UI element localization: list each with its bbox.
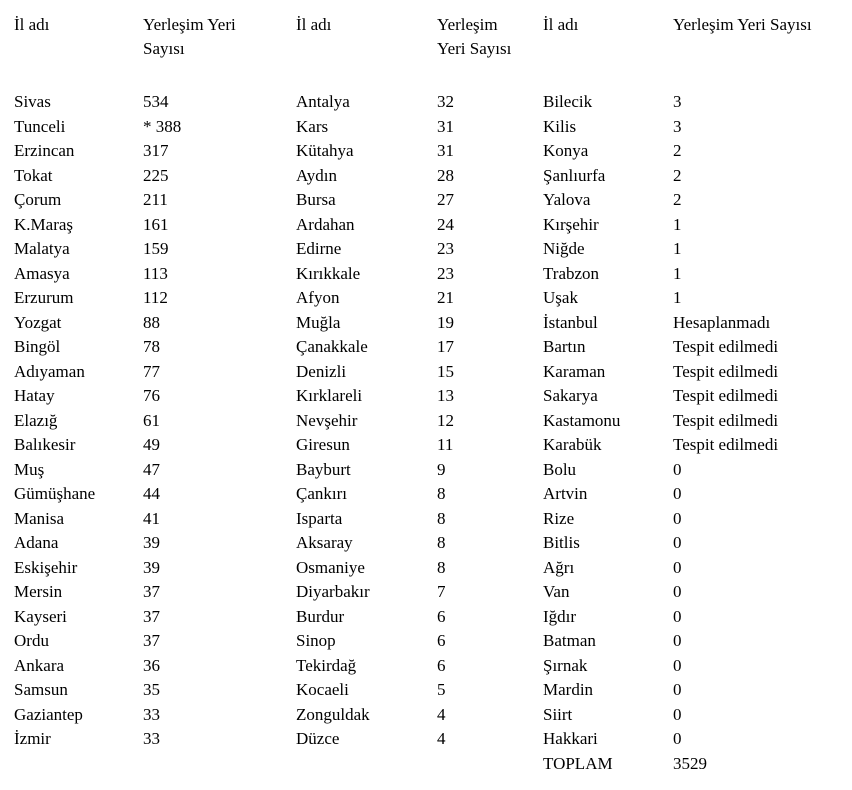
province-name-cell: Adıyaman: [14, 361, 85, 381]
table-row: [543, 654, 852, 679]
settlement-count-cell: 0: [673, 459, 682, 479]
settlement-count-cell: 2: [673, 165, 682, 185]
province-name-cell: Ordu: [14, 631, 49, 650]
table-row: [296, 164, 543, 189]
settlement-count-cell: Tespit edilmedi: [673, 435, 779, 454]
province-name-cell: Van: [543, 582, 570, 601]
settlement-count-cell: 0: [673, 582, 682, 601]
province-name-cell: Şanlıurfa: [543, 165, 606, 185]
table-row: [543, 507, 852, 532]
settlement-count-cell: 6: [437, 655, 446, 675]
table-row: [296, 311, 543, 336]
table-row: [296, 286, 543, 311]
table-row: [14, 115, 296, 140]
province-name-cell: Sinop: [296, 631, 336, 650]
province-name-cell: Mardin: [543, 680, 594, 699]
province-name-cell: Mersin: [14, 582, 63, 601]
settlement-count-cell: 4: [437, 704, 446, 724]
table-row: [296, 654, 543, 679]
province-name-cell: Kırşehir: [543, 214, 599, 234]
table-row: [14, 727, 296, 752]
table-row: [14, 703, 296, 728]
settlement-count-cell: 534: [143, 92, 169, 111]
table-row: [296, 629, 543, 654]
settlement-count-cell: 37: [143, 582, 160, 601]
settlement-count-cell: 0: [673, 557, 682, 577]
province-name-cell: Karaman: [543, 361, 606, 381]
table-row: [543, 727, 852, 752]
settlement-count-cell: 12: [437, 410, 454, 430]
header-il-adi: İl adı: [296, 15, 332, 34]
settlement-count-cell: 77: [143, 361, 160, 381]
settlement-count-cell: 7: [437, 582, 446, 601]
province-name-cell: Aydın: [296, 165, 337, 185]
province-name-cell: Malatya: [14, 239, 70, 258]
settlement-count-cell: 21: [437, 288, 454, 307]
province-name-cell: Kilis: [543, 116, 577, 136]
settlement-count-cell: 61: [143, 410, 160, 430]
province-name-cell: Bolu: [543, 459, 577, 479]
province-name-cell: Diyarbakır: [296, 582, 370, 601]
settlement-count-cell: 11: [437, 435, 454, 454]
table-row: [296, 605, 543, 630]
table-row: [14, 605, 296, 630]
settlement-count-cell: 31: [437, 141, 454, 160]
settlement-count-cell: 0: [673, 484, 682, 503]
settlement-count-cell: 49: [143, 435, 160, 454]
province-name-cell: Bitlis: [543, 533, 580, 552]
table-row: [296, 678, 543, 703]
table-row: [543, 409, 852, 434]
province-name-cell: Hakkari: [543, 729, 598, 748]
province-name-cell: Edirne: [296, 239, 342, 258]
province-name-cell: Ağrı: [543, 557, 575, 577]
table-row: [543, 678, 852, 703]
column-group-1-header: [14, 13, 296, 62]
settlement-count-cell: 5: [437, 680, 446, 699]
table-row: [296, 262, 543, 287]
settlement-count-cell: Tespit edilmedi: [673, 337, 779, 356]
table-row: [543, 703, 852, 728]
province-name-cell: Muğla: [296, 312, 341, 332]
settlement-count-cell: 0: [673, 704, 682, 724]
settlement-count-cell: 0: [673, 680, 682, 699]
table-row: [296, 703, 543, 728]
settlement-count-cell: 44: [143, 484, 160, 503]
province-name-cell: Sivas: [14, 92, 51, 111]
settlement-count-cell: 39: [143, 557, 160, 577]
province-name-cell: Kırıkkale: [296, 263, 361, 283]
table-row: [543, 433, 852, 458]
province-name-cell: Çorum: [14, 190, 62, 209]
province-name-cell: Nevşehir: [296, 410, 358, 430]
province-name-cell: Batman: [543, 631, 596, 650]
province-name-cell: Isparta: [296, 508, 343, 528]
province-name-cell: TOPLAM: [543, 753, 613, 773]
province-name-cell: Karabük: [543, 435, 602, 454]
table-row: [296, 727, 543, 752]
province-name-cell: Adana: [14, 533, 59, 552]
column-group-2: [296, 13, 543, 752]
settlement-count-cell: 27: [437, 190, 454, 209]
table-row: [14, 384, 296, 409]
province-name-cell: Kars: [296, 116, 329, 136]
province-name-cell: Yalova: [543, 190, 591, 209]
table-row: [296, 139, 543, 164]
table-row: [543, 629, 852, 654]
province-name-cell: Afyon: [296, 288, 340, 307]
settlement-count-cell: 8: [437, 533, 446, 552]
province-name-cell: Antalya: [296, 92, 350, 111]
province-name-cell: Bartın: [543, 337, 586, 356]
province-name-cell: Rize: [543, 508, 575, 528]
table-row: [543, 458, 852, 483]
province-name-cell: Gümüşhane: [14, 484, 96, 503]
province-name-cell: Tokat: [14, 165, 53, 185]
settlement-count-cell: Hesaplanmadı: [673, 312, 771, 332]
settlement-count-cell: 0: [673, 655, 682, 675]
table-row: [14, 409, 296, 434]
province-name-cell: Erzincan: [14, 141, 75, 160]
settlement-count-cell: 6: [437, 606, 446, 626]
settlement-count-cell: 33: [143, 704, 160, 724]
settlement-count-cell: 39: [143, 533, 160, 552]
table-row: [14, 580, 296, 605]
settlement-count-cell: 211: [143, 190, 168, 209]
settlement-count-cell: 28: [437, 165, 454, 185]
table-row: [14, 556, 296, 581]
table-row: [14, 237, 296, 262]
table-row: [296, 507, 543, 532]
table-row: [14, 433, 296, 458]
settlement-count-cell: 36: [143, 655, 160, 675]
province-name-cell: Balıkesir: [14, 435, 76, 454]
province-name-cell: Bayburt: [296, 459, 351, 479]
table-row: [14, 139, 296, 164]
settlement-count-cell: 2: [673, 190, 682, 209]
province-name-cell: Yozgat: [14, 312, 62, 332]
province-name-cell: Kütahya: [296, 141, 354, 160]
table-row: [543, 115, 852, 140]
province-name-cell: Amasya: [14, 263, 70, 283]
province-name-cell: K.Maraş: [14, 214, 74, 234]
province-name-cell: Osmaniye: [296, 557, 365, 577]
province-name-cell: Zonguldak: [296, 704, 370, 724]
table-row: [296, 384, 543, 409]
settlement-count-cell: 161: [143, 214, 169, 234]
table-row: [543, 139, 852, 164]
province-name-cell: Burdur: [296, 606, 345, 626]
settlement-count-cell: 317: [143, 141, 169, 160]
settlement-count-cell: 8: [437, 557, 446, 577]
province-name-cell: Kocaeli: [296, 680, 349, 699]
settlement-count-cell: 19: [437, 312, 454, 332]
settlement-count-cell: 37: [143, 631, 160, 650]
settlement-count-cell: * 388: [143, 116, 182, 136]
settlement-count-cell: 225: [143, 165, 169, 185]
table-row: [14, 311, 296, 336]
header-yerlesim-yeri-sayisi: Yerleşim Yeri Sayısı: [143, 15, 236, 58]
table-row: [14, 507, 296, 532]
settlement-count-cell: 76: [143, 386, 160, 405]
column-group-2-rows: [296, 90, 543, 752]
column-group-3-rows: [543, 90, 852, 776]
province-name-cell: Şırnak: [543, 655, 588, 675]
column-group-2-header: [296, 13, 543, 62]
province-name-cell: Düzce: [296, 729, 340, 748]
province-name-cell: Niğde: [543, 239, 585, 258]
settlement-count-cell: 78: [143, 337, 160, 356]
table-row: [543, 605, 852, 630]
table-row: [14, 213, 296, 238]
table-row: [14, 90, 296, 115]
settlement-count-cell: 3: [673, 92, 682, 111]
settlement-count-cell: 41: [143, 508, 160, 528]
table-row: [296, 531, 543, 556]
province-name-cell: Siirt: [543, 704, 573, 724]
table-row: [543, 482, 852, 507]
settlement-count-cell: 6: [437, 631, 446, 650]
table-row: [14, 286, 296, 311]
table-row: [14, 654, 296, 679]
settlement-count-cell: 3529: [673, 753, 707, 773]
province-name-cell: Konya: [543, 141, 589, 160]
settlement-count-cell: 159: [143, 239, 169, 258]
province-name-cell: Eskişehir: [14, 557, 78, 577]
province-name-cell: Kırklareli: [296, 386, 363, 405]
table-row: [14, 262, 296, 287]
settlement-count-cell: 4: [437, 729, 446, 748]
province-name-cell: Çankırı: [296, 484, 347, 503]
settlement-count-cell: 33: [143, 729, 160, 748]
table-row: [543, 237, 852, 262]
province-name-cell: Samsun: [14, 680, 68, 699]
province-name-cell: Kastamonu: [543, 410, 621, 430]
header-il-adi: İl adı: [14, 15, 50, 34]
table-row: [543, 213, 852, 238]
settlement-count-cell: 23: [437, 239, 454, 258]
settlement-count-cell: 0: [673, 533, 682, 552]
province-name-cell: Tunceli: [14, 116, 66, 136]
settlement-count-cell: 35: [143, 680, 160, 699]
province-name-cell: Bursa: [296, 190, 336, 209]
province-name-cell: Erzurum: [14, 288, 74, 307]
province-name-cell: Aksaray: [296, 533, 353, 552]
settlement-count-cell: 113: [143, 263, 168, 283]
province-name-cell: Kayseri: [14, 606, 67, 626]
table-row: [296, 433, 543, 458]
table-row: [296, 90, 543, 115]
province-name-cell: Hatay: [14, 386, 55, 405]
province-name-cell: Muş: [14, 459, 45, 479]
settlement-count-cell: 1: [673, 288, 682, 307]
settlement-count-cell: 1: [673, 239, 682, 258]
table-row: [296, 115, 543, 140]
table-row: [296, 335, 543, 360]
table-row: [296, 188, 543, 213]
province-name-cell: Tekirdağ: [296, 655, 357, 675]
province-name-cell: Bingöl: [14, 337, 61, 356]
settlement-count-cell: 8: [437, 508, 446, 528]
table-row: [296, 556, 543, 581]
province-name-cell: Gaziantep: [14, 704, 83, 724]
table-row: [14, 482, 296, 507]
settlement-count-cell: 0: [673, 508, 682, 528]
table-row: [14, 188, 296, 213]
table-row: [543, 556, 852, 581]
settlement-count-cell: 1: [673, 263, 682, 283]
table-row: [296, 360, 543, 385]
table-row: [14, 360, 296, 385]
table-row: [543, 286, 852, 311]
settlement-count-cell: 0: [673, 729, 682, 748]
settlement-count-cell: 23: [437, 263, 454, 283]
settlement-count-cell: 47: [143, 459, 160, 479]
settlement-count-cell: 0: [673, 631, 682, 650]
settlement-count-cell: Tespit edilmedi: [673, 410, 779, 430]
settlement-count-cell: Tespit edilmedi: [673, 361, 779, 381]
settlement-count-cell: 2: [673, 141, 682, 160]
table-row: [296, 482, 543, 507]
table-row: [14, 458, 296, 483]
column-group-3: [543, 13, 852, 776]
table-row: [296, 409, 543, 434]
settlement-count-cell: 1: [673, 214, 682, 234]
settlement-count-cell: 0: [673, 606, 682, 626]
settlement-count-cell: 31: [437, 116, 454, 136]
province-name-cell: İstanbul: [543, 312, 598, 332]
table-row: [543, 580, 852, 605]
settlement-count-cell: 32: [437, 92, 454, 111]
table-row: [543, 384, 852, 409]
settlement-count-cell: 8: [437, 484, 446, 503]
table-row: [543, 360, 852, 385]
province-name-cell: Ardahan: [296, 214, 355, 234]
settlement-count-cell: 15: [437, 361, 454, 381]
table-row: [14, 678, 296, 703]
table-row: [14, 531, 296, 556]
header-yerlesim-yeri-sayisi: Yerleşim Yeri Sayısı: [437, 15, 512, 58]
column-group-1-rows: [14, 90, 296, 752]
table-row: [543, 752, 852, 777]
province-name-cell: İzmir: [14, 729, 51, 748]
settlement-count-cell: 17: [437, 337, 454, 356]
table-row: [543, 188, 852, 213]
settlement-count-cell: 37: [143, 606, 160, 626]
settlement-count-cell: 24: [437, 214, 454, 234]
province-name-cell: Artvin: [543, 484, 588, 503]
province-name-cell: Çanakkale: [296, 337, 368, 356]
province-name-cell: Ankara: [14, 655, 65, 675]
province-name-cell: Trabzon: [543, 263, 600, 283]
table-row: [543, 311, 852, 336]
header-il-adi: İl adı: [543, 15, 579, 34]
table-row: [14, 335, 296, 360]
table-row: [296, 213, 543, 238]
province-name-cell: Iğdır: [543, 606, 577, 626]
province-name-cell: Uşak: [543, 288, 578, 307]
table-row: [543, 531, 852, 556]
province-name-cell: Elazığ: [14, 410, 58, 430]
province-name-cell: Manisa: [14, 508, 65, 528]
settlement-count-cell: 88: [143, 312, 160, 332]
table-row: [14, 164, 296, 189]
settlement-count-cell: 112: [143, 288, 168, 307]
table-row: [14, 629, 296, 654]
table-row: [543, 262, 852, 287]
province-name-cell: Bilecik: [543, 92, 593, 111]
table-row: [543, 90, 852, 115]
table-row: [296, 580, 543, 605]
table-row: [296, 237, 543, 262]
column-group-1: [14, 13, 296, 752]
settlement-count-cell: 9: [437, 459, 446, 479]
table-row: [296, 458, 543, 483]
column-group-3-header: [543, 13, 852, 62]
header-yerlesim-yeri-sayisi: Yerleşim Yeri Sayısı: [673, 15, 812, 34]
table-row: [543, 335, 852, 360]
settlement-count-cell: Tespit edilmedi: [673, 386, 779, 405]
province-name-cell: Giresun: [296, 435, 350, 454]
province-name-cell: Sakarya: [543, 386, 598, 405]
settlement-count-cell: 13: [437, 386, 454, 405]
table-row: [543, 164, 852, 189]
settlement-count-cell: 3: [673, 116, 682, 136]
province-name-cell: Denizli: [296, 361, 347, 381]
